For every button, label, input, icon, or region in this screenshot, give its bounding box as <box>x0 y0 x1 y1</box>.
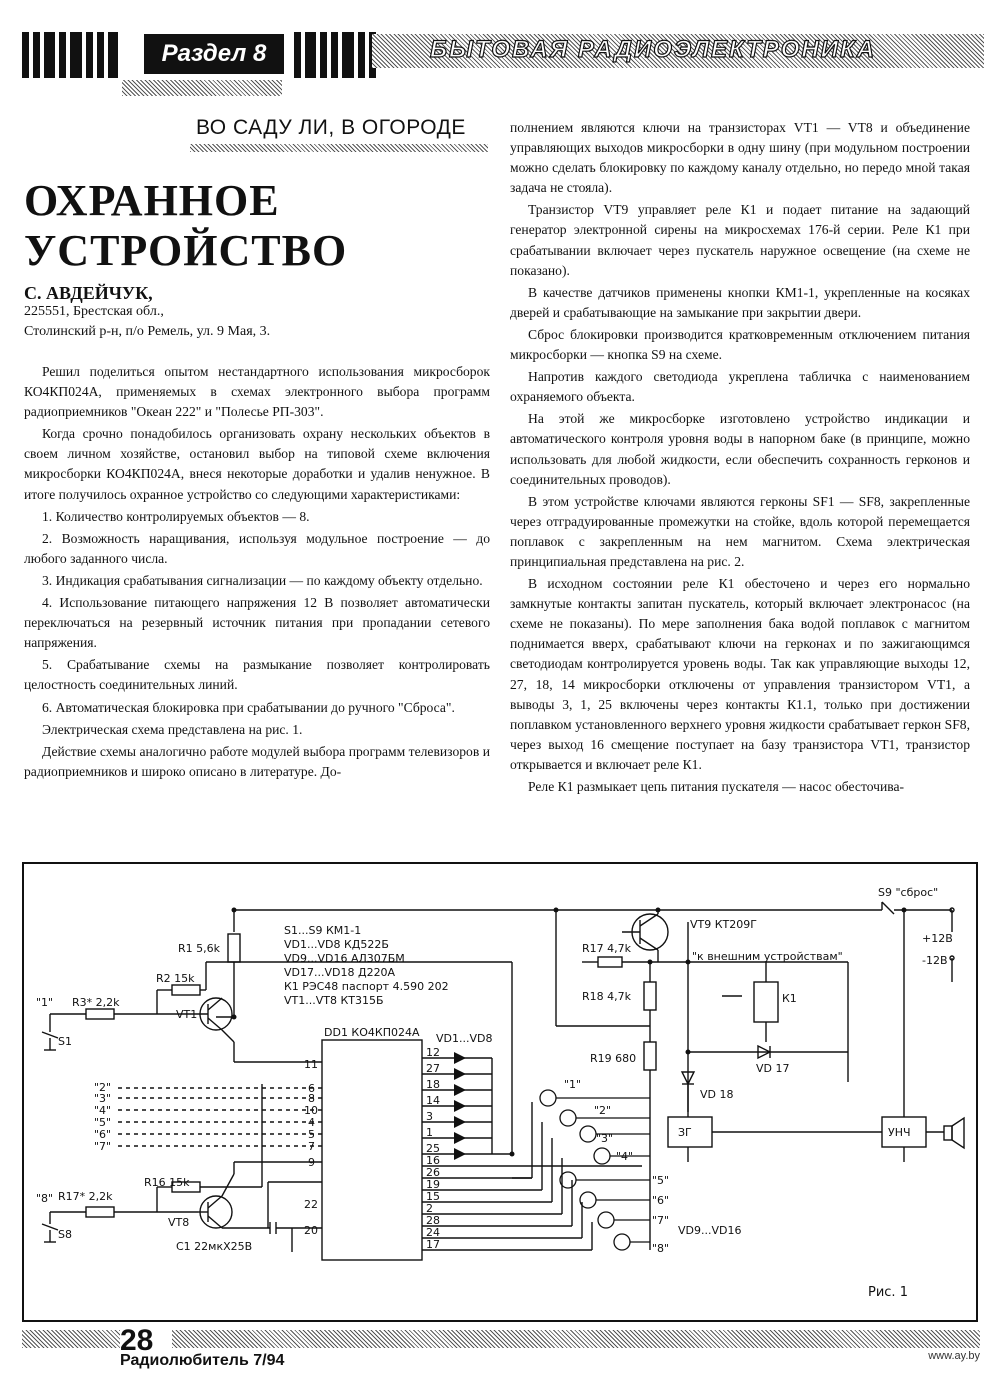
s9-label: S9 "сброс" <box>878 886 939 899</box>
diodes-vd1-vd8 <box>454 1052 466 1160</box>
paragraph: Сброс блокировки производится кратковременным отключением питания микросборки — кнопка S9 на схеме. <box>510 326 970 363</box>
rubric: ВО САДУ ЛИ, В ОГОРОДЕ <box>196 116 466 139</box>
external-label: "к внешним устройствам" <box>692 950 843 963</box>
pin-label: 17 <box>426 1238 440 1251</box>
pin-label: 7 <box>308 1140 315 1153</box>
schematic-labels <box>36 886 953 1255</box>
vt1-label: VT1 <box>176 1008 198 1021</box>
title-line: ОХРАННОЕ <box>24 176 280 225</box>
footer-band <box>172 1330 980 1348</box>
led-label: "8" <box>652 1242 670 1255</box>
pin-label: 26 <box>426 1166 440 1179</box>
paragraph: 1. Количество контролируемых объектов — 8. <box>42 508 310 524</box>
paragraph: Напротив каждого светодиода укреплена табличка с наименованием охраняемого объекта. <box>510 369 970 405</box>
plus12-label: +12В <box>922 932 953 945</box>
footer-band-left <box>22 1330 120 1348</box>
pin-label: 18 <box>426 1078 440 1091</box>
s8-label: S8 <box>58 1228 72 1241</box>
input-label: "1" <box>36 996 54 1009</box>
header-decoration-right <box>294 32 376 78</box>
pin-label: 20 <box>304 1224 318 1237</box>
led-label: "5" <box>652 1174 670 1187</box>
led-label: "7" <box>652 1214 670 1227</box>
pin-label: 4 <box>308 1116 315 1129</box>
pin-label: 1 <box>426 1126 433 1139</box>
paragraph: В исходном состоянии реле К1 обесточено и через его нормально замкнутые контакты запитан пускатель, который включает электронасос (на схеме не показаны). По мере заполнения бака водой поплавок с магнитом поднимается вверх, срабатывают ключи на герконах и по зажигающимся светодиодам контролируется уровень воды. Так как управляющие выходы 12, 27, 18, 14 микросборки отключены от управления транзистором VT1, а выводы 3, 1, 25 включены через контакты К1.1, только при достижении поплавком установленного верхнего уровня жидкости срабатывает геркон SF8, через выход 16 смещение поступает на базу транзистора VT1, транзистор открывается и включает реле К1. <box>510 576 970 772</box>
paragraph: полнением являются ключи на транзисторах VT1 — VT8 и объединение управляющих выходов микросборки в одну шину (при модульном построении можно сделать блокировку по каждому каналу отдельно, но передо мной такая задача не стояла). <box>510 120 970 196</box>
r1-label: R1 5,6k <box>178 942 221 955</box>
input-label: "4" <box>94 1104 112 1117</box>
parts-list-line: VD9...VD16 АЛ307БМ <box>284 952 405 965</box>
address-line: Столинский р-н, п/о Ремель, ул. 9 Мая, 3. <box>24 324 271 339</box>
r19-label: R19 680 <box>590 1052 637 1065</box>
journal-issue: Радиолюбитель 7/94 <box>120 1352 285 1369</box>
r17a-label: R17* 2,2k <box>58 1190 113 1203</box>
r18-label: R18 4,7k <box>582 990 632 1003</box>
k1-label: К1 <box>782 992 797 1005</box>
page-header <box>22 28 982 80</box>
pin-label: 6 <box>308 1082 315 1095</box>
led-label: "3" <box>596 1132 614 1145</box>
figure-frame <box>23 863 977 1321</box>
pin-label: 3 <box>426 1110 433 1123</box>
parts-list-line: S1...S9 КМ1-1 <box>284 924 362 937</box>
pin-label: 28 <box>426 1214 440 1227</box>
r16-label: R16 15k <box>144 1176 190 1189</box>
pin-label: 11 <box>304 1058 318 1071</box>
chip-label: DD1 КО4КП024А <box>324 1026 420 1039</box>
r2-label: R2 15k <box>156 972 195 985</box>
pin-label: 25 <box>426 1142 440 1155</box>
vt9-label: VT9 КТ209Г <box>690 918 757 931</box>
article-title <box>24 176 347 276</box>
input-label: "8" <box>36 1192 54 1205</box>
parts-list-line: VT1...VT8 КТ315Б <box>284 994 384 1007</box>
pin-label: 5 <box>308 1128 315 1141</box>
vt8-label: VT8 <box>168 1216 190 1229</box>
paragraph: Действие схемы аналогично работе модулей выбора программ телевизоров и радиоприемников и широко описано в литературе. До- <box>24 743 490 779</box>
led-label: "2" <box>594 1104 612 1117</box>
pin-label: 16 <box>426 1154 440 1167</box>
paragraph: На этой же микросборке изготовлено устройство индикации и автоматического контроля уровня воды в напорном баке (в принципе, можно использовать для любой жидкости, если обеспечить сохранность герконов и соединительных проводов). <box>510 411 970 487</box>
input-label: "3" <box>94 1092 112 1105</box>
paragraph: В этом устройстве ключами являются герконы SF1 — SF8, закрепленные через отградуированные промежутки на стойке, вдоль которой перемещается поплавок с закрепленным на нем магнитом. Схема электрическая принципиальная представлена на рис. 2. <box>510 493 970 569</box>
led-label: "1" <box>564 1078 582 1091</box>
paragraph: 5. Срабатывание схемы на размыкание позволяет контролировать целостность соединительных линий. <box>24 657 490 693</box>
pin-label: 8 <box>308 1092 315 1105</box>
paragraph: Электрическая схема представлена на рис. 1. <box>42 721 303 737</box>
vd17-label: VD 17 <box>756 1062 790 1075</box>
header-strip <box>122 80 282 96</box>
led-label: "6" <box>652 1194 670 1207</box>
pin-label: 24 <box>426 1226 440 1239</box>
parts-list-line: VD17...VD18 Д220А <box>284 966 396 979</box>
pin-label: 27 <box>426 1062 440 1075</box>
leds-label: VD9...VD16 <box>678 1224 742 1237</box>
rubric-underline <box>190 144 488 152</box>
page-footer <box>22 1324 980 1370</box>
pin-label: 12 <box>426 1046 440 1059</box>
paragraph: 2. Возможность наращивания, используя модульное построение — до любого заданного числа. <box>24 530 490 566</box>
section-label: Раздел 8 <box>144 34 284 74</box>
led-label: "4" <box>616 1150 634 1163</box>
pin-label: 9 <box>308 1156 315 1169</box>
vd18-label: VD 18 <box>700 1088 734 1101</box>
pin-label: 14 <box>426 1094 440 1107</box>
title-line: УСТРОЙСТВО <box>24 226 348 275</box>
parts-list-line: VD1...VD8 КД522Б <box>284 938 389 951</box>
figure-caption: Рис. 1 <box>868 1285 908 1300</box>
input-label: "7" <box>94 1140 112 1153</box>
section-title: БЫТОВАЯ РАДИОЭЛЕКТРОНИКА <box>430 36 877 63</box>
address-line: 225551, Брестская обл., <box>24 304 164 319</box>
input-label: "6" <box>94 1128 112 1141</box>
watermark: www.ay.by <box>928 1350 980 1362</box>
parts-list-line: К1 РЭС48 паспорт 4.590 202 <box>284 980 449 993</box>
s1-label: S1 <box>58 1035 72 1048</box>
amplifier-label: УНЧ <box>888 1126 911 1139</box>
pin-label: 19 <box>426 1178 440 1191</box>
pin-label: 10 <box>304 1104 318 1117</box>
paragraph: 4. Использование питающего напряжения 12 В позволяет автоматически переключаться на резервный источник питания при пропадании сетевого напряжения. <box>24 595 490 651</box>
paragraph: Решил поделиться опытом нестандартного использования микросборок КО4КП024А, применяемых в схемах электронного выбора программ радиоприемников "Океан 222" и "Полесье РП-303". <box>24 364 490 420</box>
r17b-label: R17 4,7k <box>582 942 632 955</box>
paragraph: Когда срочно понадобилось организовать охрану нескольких объектов в своем личном хозяйстве, остановил выбор на типовой схеме включения микросборки КО4КП024А, внеся некоторые доработки и удалив ненужное. В итоге получилось охранное устройство со следующими характеристиками: <box>24 426 490 502</box>
author-address <box>24 302 270 342</box>
author-name: С. АВДЕЙЧУК, <box>24 283 153 303</box>
left-column <box>24 362 490 784</box>
input-label: "5" <box>94 1116 112 1129</box>
c1-label: C1 22мкХ25В <box>176 1240 253 1253</box>
schematic-figure <box>22 862 978 1322</box>
paragraph: Транзистор VT9 управляет реле К1 и подает питание на задающий генератор электронной сирены на микросхемах 176-й серии. Реле К1 при срабатывании включает через пускатель наружное освещение (на схеме не показано). <box>510 202 970 278</box>
generator-label: ЗГ <box>678 1126 692 1139</box>
input-label: "2" <box>94 1081 112 1094</box>
minus12-label: -12В <box>922 954 948 967</box>
pin-label: 15 <box>426 1190 440 1203</box>
paragraph: 3. Индикация срабатывания сигнализации — по каждому объекту отдельно. <box>42 572 483 588</box>
header-decoration-left <box>22 32 118 78</box>
paragraph: В качестве датчиков применены кнопки КМ1-1, укрепленные на косяках дверей и срабатывающие на замыкание при закрытии двери. <box>510 284 970 320</box>
page-number: 28 <box>120 1324 154 1357</box>
paragraph: Реле К1 размыкает цепь питания пускателя — насос обесточива- <box>528 779 905 794</box>
pin-label: 22 <box>304 1198 318 1211</box>
r3-label: R3* 2,2k <box>72 996 120 1009</box>
diodes-label: VD1...VD8 <box>436 1032 493 1045</box>
paragraph: 6. Автоматическая блокировка при срабатывании до ручного "Сброса". <box>42 699 455 715</box>
right-column <box>510 118 970 799</box>
pin-label: 2 <box>426 1202 433 1215</box>
